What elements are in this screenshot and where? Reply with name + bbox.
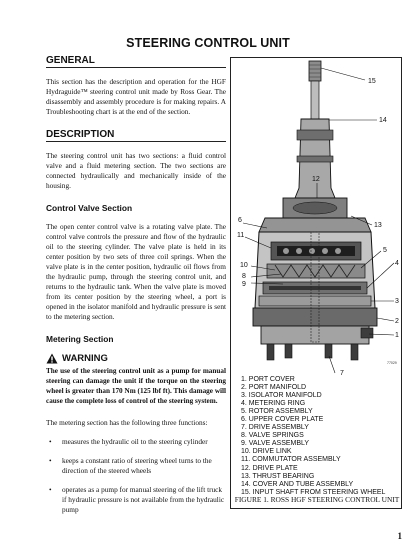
- callout-11: 11: [237, 232, 245, 239]
- callout-13: 13: [374, 222, 382, 229]
- callout-15: 15: [368, 78, 376, 85]
- list-item: [46, 437, 226, 447]
- warning-triangle-icon: [46, 353, 58, 364]
- warning-label: WARNING: [62, 353, 108, 364]
- list-item: 9. VALVE ASSEMBLY: [241, 440, 310, 448]
- description-paragraph: The steering control unit has two sections: a fluid control valve and a fluid metering section. The two sections are connected hydraulically and mechanically inside of the housing.: [46, 151, 226, 190]
- parts-list: [241, 376, 385, 497]
- list-item: 5. ROTOR ASSEMBLY: [241, 408, 313, 416]
- warning-text: The use of the steering control unit as a pump for manual steering can damage the unit if the torque on the steering wheel is greater than 170 Nm (125 lbf ft). This damage will cause the complete loss of control of the steering system.: [46, 367, 226, 405]
- list-item: 2. PORT MANIFOLD: [241, 384, 307, 392]
- figure-ref-code: 77029: [387, 361, 397, 365]
- callout-1: 1: [395, 332, 399, 339]
- callout-4: 4: [395, 260, 399, 267]
- isolator-manifold: [259, 296, 371, 306]
- figure-caption: FIGURE 1. ROSS HGF STEERING CONTROL UNIT: [234, 495, 400, 504]
- figure-1: [230, 57, 402, 509]
- list-item: 15. INPUT SHAFT FROM STEERING WHEEL: [241, 488, 386, 496]
- upper-cover-plate: [259, 218, 371, 232]
- callout-3: 3: [395, 298, 399, 305]
- list-item: 13. THRUST BEARING: [241, 472, 315, 480]
- input-shaft: [311, 81, 319, 119]
- list-item: [46, 456, 226, 476]
- callout-2: 2: [395, 318, 399, 325]
- callout-6: 6: [238, 217, 242, 224]
- list-item: 3. ISOLATOR MANIFOLD: [241, 392, 322, 400]
- callout-12: 12: [312, 176, 320, 183]
- function-text: operates as a pump for manual steering of the lift truck if hydraulic pressure is not available from the hydraulic pump: [62, 485, 225, 514]
- callout-10: 10: [240, 262, 248, 269]
- steering-control-unit-diagram: [231, 58, 403, 376]
- input-shaft-spline: [309, 61, 321, 81]
- list-item: 12. DRIVE PLATE: [241, 464, 298, 472]
- bullet-icon: •: [49, 456, 52, 465]
- list-item: 6. UPPER COVER PLATE: [241, 416, 324, 424]
- list-item: 14. COVER AND TUBE ASSEMBLY: [241, 480, 354, 488]
- description-heading: DESCRIPTION: [46, 129, 226, 142]
- text-column: [46, 55, 226, 524]
- bullet-icon: •: [49, 485, 52, 494]
- list-item: [46, 485, 226, 515]
- port-manifold: [253, 308, 377, 326]
- callout-14: 14: [379, 117, 387, 124]
- page-number: 1: [397, 531, 402, 541]
- list-item: 10. DRIVE LINK: [241, 448, 292, 456]
- callout-8: 8: [242, 273, 246, 280]
- list-item: 1. PORT COVER: [241, 376, 295, 383]
- list-item: 8. VALVE SPRINGS: [241, 432, 304, 440]
- control-valve-heading: Control Valve Section: [46, 203, 133, 213]
- metering-intro: The metering section has the following three functions:: [46, 418, 208, 427]
- function-text: keeps a constant ratio of steering wheel turns to the direction of the steered wheels: [62, 456, 212, 475]
- callout-7: 7: [340, 370, 344, 376]
- general-heading: GENERAL: [46, 55, 226, 68]
- list-item: 11. COMMUTATOR ASSEMBLY: [241, 456, 341, 464]
- general-paragraph: This section has the description and operation for the HGF Hydraguide™ steering control unit made by Ross Gear. The disassembly and assembly procedure is for making repairs. A Troubleshooting chart is at the end of the section.: [46, 77, 226, 116]
- callout-5: 5: [383, 247, 387, 254]
- function-text: measures the hydraulic oil to the steering cylinder: [62, 437, 208, 446]
- bullet-icon: •: [49, 437, 52, 446]
- port-cover: [261, 326, 369, 344]
- page-title: STEERING CONTROL UNIT: [126, 36, 290, 50]
- metering-heading: Metering Section: [46, 334, 114, 344]
- callout-9: 9: [242, 281, 246, 288]
- list-item: 4. METERING RING: [241, 400, 306, 408]
- warning-heading: [46, 353, 226, 364]
- control-valve-paragraph: The open center control valve is a rotating valve plate. The control valve controls the pressure and flow of the hydraulic oil to the steering cylinder. The valve plate is held in its center position by two sets of three coil springs. When the valve plate is in the center position, hydraulic oil flows from the hydraulic pump, through the steering control unit, and returns to the hydraulic tank. When the valve plate is moved from its center position by the steering wheel, a port is opened in the isolator manifold and hydraulic pressure is sent to the metering section.: [46, 222, 226, 321]
- function-list: [46, 437, 226, 515]
- list-item: 7. DRIVE ASSEMBLY: [241, 424, 309, 432]
